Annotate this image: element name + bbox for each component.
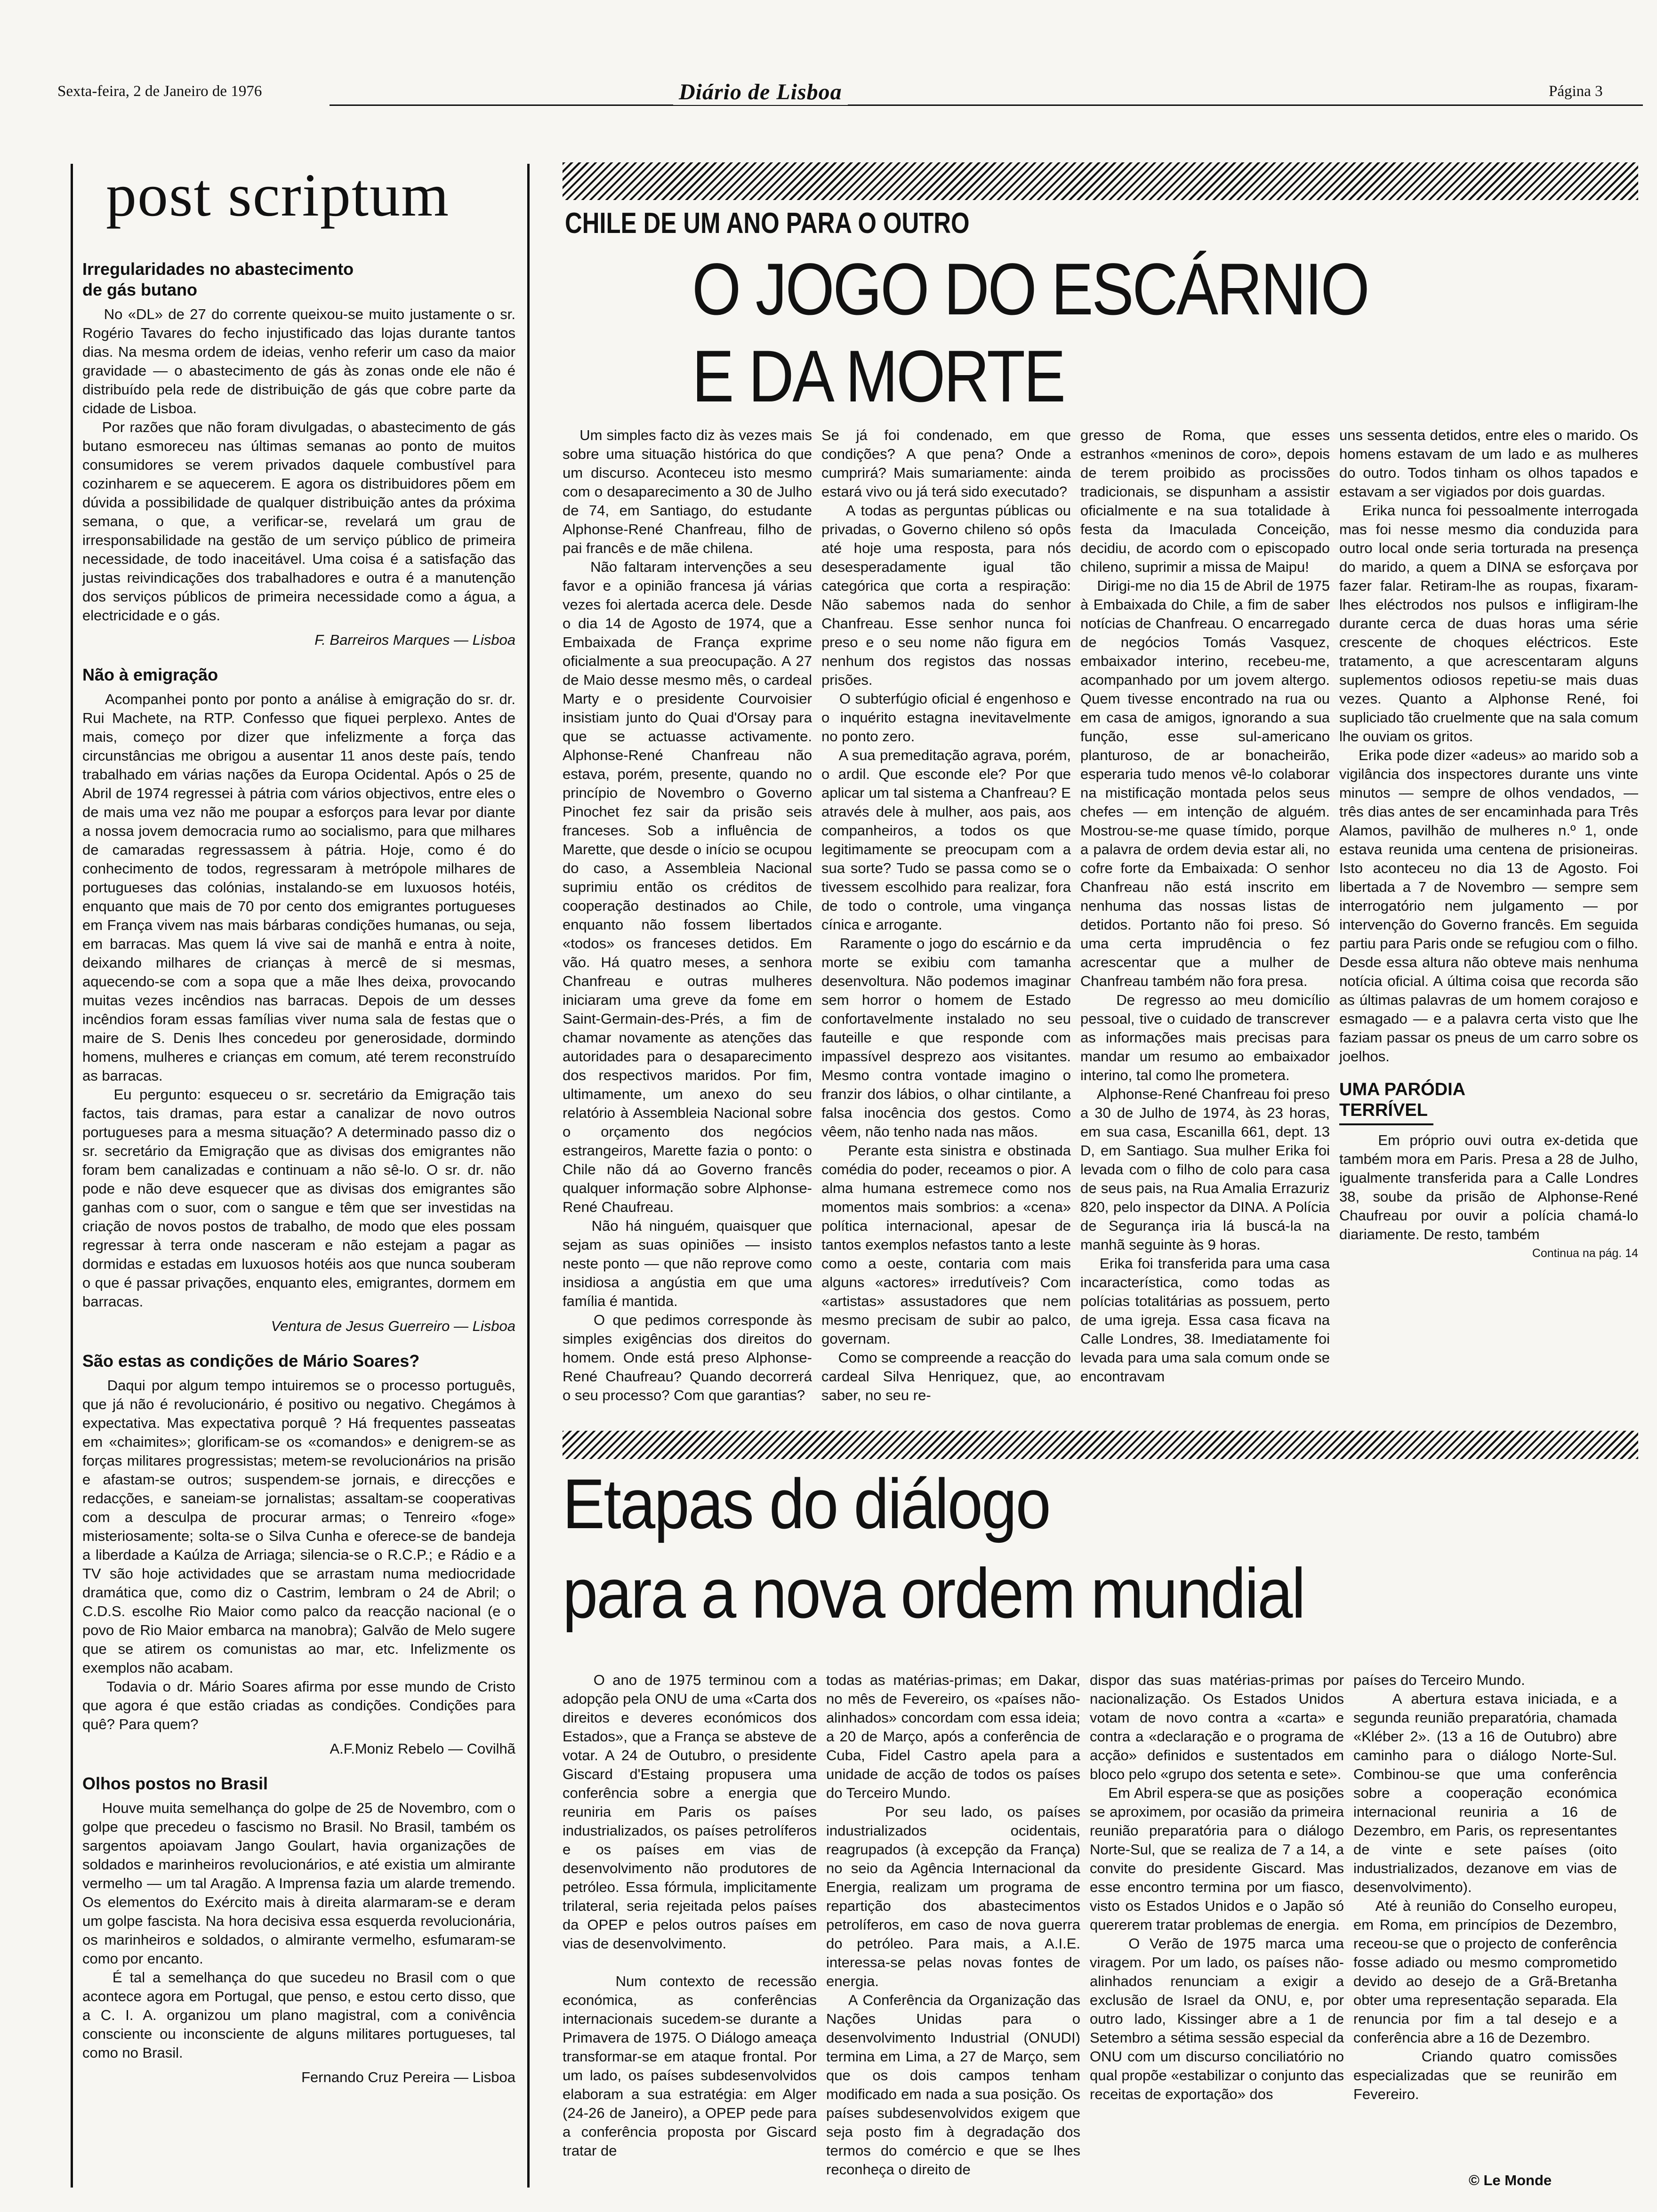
chile-col-3: gresso de Roma, que esses estranhos «meninos de coro», depois de terem proibido as procissões tradicionais, se dispunham a assistir oficialmente e na sua totalidade à festa da Imaculada Conceição, decidiu, de acordo com o episcopado chileno, suprimir a missa de Maipu! Dirigi-me no dia 15 de Abril de 1975 à Embaixada do Chile, a fim de saber notícias de Chanfreau. O encarregado de negócios Tomás Vasquez, embaixador interino, recebeu-me, acompanhado por um jovem altergo. Quem tivesse encontrado na rua ou em casa de amigos, ignorando a sua função, esse sul-americano planturoso, de ar bonacheirão, esperaria tudo menos vê-lo colaborar na mistificação montada pelos seus chefes — em intenção de alguém. Mostrou-se-me quase tímido, porque a palavra de ordem devia estar ali, no cofre forte da Embaixada: O senhor Chanfreau não está inscrito em nenhuma das nossas listas de detidos. Portanto não foi preso. Só uma certa imprudência o fez acrescentar que a mulher de Chanfreau também não fora presa. De regresso ao meu domicílio pessoal, tive o cuidado de transcrever as informações mais precisas para mandar um resumo ao embaixador interino, tal como lhe prometera. Alphonse-René Chanfreau foi preso a 30 de Julho de 1974, às 23 horas, em sua casa, Escanilla 661, dept. 13 D, em Santiago. Sua mulher Erika foi levada com o filho de colo para casa de seus pais, na Rua Amalia Errazuriz 820, pelo inspector da DINA. A Polícia de Segurança iria lá buscá-la na manhã seguinte às 9 horas. Erika foi transferida para uma casa incaracterística, como todas as polícias totalitárias as possuem, perto de uma igreja. Essa casa ficava na Calle Londres, 38. Imediatamente foi levada para uma sala comum onde se encontravam xyxy=(1080,427,1330,1385)
continued-on-page[interactable]: Continua na pág. 14 xyxy=(1532,1247,1638,1260)
chile-kicker: CHILE DE UM ANO PARA O OUTRO xyxy=(565,207,970,240)
ps-right-rule xyxy=(527,164,530,2188)
letter-3-heading: São estas as condições de Mário Soares? xyxy=(82,1351,420,1370)
chile-subheading-rule xyxy=(1339,1123,1433,1125)
header-rule xyxy=(330,104,1643,106)
etapas-credit: © Le Monde xyxy=(1469,2172,1552,2188)
etapas-col-2: todas as matérias-primas; em Dakar, no mês de Fevereiro, os «países não-alinhados» concordam com essa ideia; a 20 de Março, após a conferência de Cuba, Fidel Castro apela para a unidade de acção de todos os países do Terceiro Mundo. Por seu lado, os países industrializados ocidentais, reagrupados (à excepção da França) no seio da Agência Internacional da Energia, realizam um programa de repartição dos abastecimentos petrolíferos, em caso de nova guerra do petróleo. Para mais, a A.I.E. interessa-se pelas novas fontes de energia. A Conferência da Organização das Nações Unidas para o desenvolvimento Industrial (ONUDI) termina em Lima, a 27 de Março, sem que os dois campos tenham modificado em nada a sua posição. Os países subdesenvolvidos exigem que seja posto fim à degradação dos termos do comércio e que se lhes reconheça o direito de xyxy=(826,1672,1080,2178)
letter-2-body: Acompanhei ponto por ponto a análise à emigração do sr. dr. Rui Machete, na RTP. Confesso que fiquei perplexo. Antes de mais, começo por dizer que infelizmente a força das circunstâncias me obrigou a ausentar 11 anos deste país, tendo trabalhado em várias nações da Europa Ocidental. Após o 25 de Abril de 1974 regressei à pátria com vários objectivos, entre eles o de mais uma vez não me poupar a esforços para levar por diante a nossa jovem democracia rumo ao socialismo, para que milhares de camaradas regressassem à pátria. Hoje, como é do conhecimento de todos, regressaram à metrópole milhares de portugueses das colónias, instalando-se em luxuosos hotéis, enquanto que mais de 70 por cento dos emigrantes portugueses em França vivem nas mais bárbaras condições humanas, ou seja, em barracas. Mas quem lá vive sai de manhã e entra à noite, deixando milhares de crianças à mercê de si mesmas, aquecendo-se com a sopa que a mãe lhes deixa, provocando muitas vezes incêndios nas barracas. Depois de um desses incêndios foram essas famílias viver numa sala de festas que o maire de S. Denis lhes concedeu por generosidade, dormindo homens, mulheres e crianças em comum, até terem reconstruído as barracas. Eu pergunto: esqueceu o sr. secretário da Emigração tais factos, tais dramas, para estar a canalizar de novo outros portugueses para a mesma situação? A determinado passo diz o sr. secretário da Emigração que as divisas dos emigrantes não foram bem canalizadas e continuam a não sê-lo. O sr. dr. não pode e não deve esquecer que as divisas dos emigrantes são ganhas com o suor, com o sangue e têm que ser investidas na criação de novos postos de trabalho, de modo que eles possam regressar à terra onde nasceram e não estejam a pagar as dormidas e estadas em luxuosos hotéis aos que nunca souberam o que é passar privações, enquanto eles, emigrantes, dormem em barracas. xyxy=(82,691,516,1310)
chile-col-4-continued: Em próprio ouvi outra ex-detida que também mora em Paris. Presa a 28 de Julho, igualmente transferida para a Calle Londres 38, soube da prisão de Alphonse-René Chaufreau por ouvir a polícia chamá-lo diariamente. De resto, também xyxy=(1339,1132,1642,1242)
issue-date: Sexta-feira, 2 de Janeiro de 1976 xyxy=(57,83,262,100)
masthead: Diário de Lisboa xyxy=(673,79,848,105)
letter-3-body: Daqui por algum tempo intuiremos se o processo português, que já não é revolucionário, é positivo ou negativo. Chegámos à expectativa. Mas expectativa porquê ? Há frequentes passeatas em «chaimites»; glorificam-se os «comandos» e denigrem-se as forças militares progressistas; metem-se revolucionários na prisão e afastam-se outros; suspendem-se jornais, e direcções e redacções, e saneiam-se jornalistas; assaltam-se cooperativas com a desculpa de procurar armas; o Tenreiro «foge» misteriosamente; solta-se o Silva Cunha e oferece-se de bandeja a liberdade a Kaúlza de Arriaga; silencia-se o R.C.P.; e Rádio e a TV são hoje actividades que se arrastam numa mediocridade dramática que, como diz o Castrim, lembram o 24 de Abril; o C.D.S. escolhe Rio Maior como palco da reacção nacional (e o povo de Rio Maior embarca na manobra); Galvão de Melo sugere que se atirem os comunistas ao mar, etc. Infelizmente os exemplos não acabam. Todavia o dr. Mário Soares afirma por esse mundo de Cristo que agora é que estão criadas as condições. Condições para quê? Para quem? xyxy=(82,1377,516,1732)
chile-col-4-text: uns sessenta detidos, entre eles o marido. Os homens estavam de um lado e as mulheres do outro. Todos tinham os olhos tapados e estavam a ser vigiados por dois guardas. Erika nunca foi pessoalmente interrogada mas foi nesse mesmo dia conduzida para outro local onde seria torturada na presença do marido, a quem a DINA se esforçava por fazer falar. Retiram-lhe as roupas, fixaram-lhes eléctrodos nos pulsos e infligiram-lhe durante cerca de duas horas uma série crescente de choques eléctricos. Este tratamento, a que acrescentaram alguns suplementos odiosos repetiu-se mais duas vezes. Quanto a Alphonse René, foi supliciado tão cruelmente que na sala comum lhe ouviam os gritos. Erika pode dizer «adeus» ao marido sob a vigilância dos inspectores durante uns vinte minutos — sempre de olhos vendados, — três dias antes de ser encaminhada para Três Alamos, pavilhão de mulheres n.º 1, onde estava reunida uma centena de prisioneiras. Isto aconteceu no dia 13 de Agosto. Foi libertada a 7 de Novembro — sempre sem interrogatório nem julgamento — por intervenção do Governo francês. Em seguida partiu para Paris onde se refugiou com o filho. Desde essa altura não obteve mais nenhuma notícia oficial. A última coisa que recorda são as últimas palavras de um homem corajoso e esmagado — e a palavra certa visto que lhe faziam passar os pneus de um carro sobre os joelhos. xyxy=(1339,427,1639,1065)
post-scriptum-title: post scriptum xyxy=(106,161,450,229)
etapas-hatch-band xyxy=(563,1431,1638,1459)
letter-2-heading: Não à emigração xyxy=(82,665,218,684)
etapas-col-4: países do Terceiro Mundo. A abertura estava iniciada, e a segunda reunião preparatória, chamada «Kléber 2». (13 a 16 de Outubro) abre caminho para o diálogo Norte-Sul. Combinou-se que uma conferência sobre a cooperação económica internacional reuniria a 16 de Dezembro, em Paris, os representantes de vinte e sete países (oito industrializados, dezanove em vias de desenvolvimento). Até à reunião do Conselho europeu, em Roma, em princípios de Dezembro, receou-se que o projecto de conferência fosse adiado ou mesmo comprometido devido ao desejo de a Grã-Bretanha obter uma representação separada. Ela renuncia por fim a tal desejo e a conferência abre a 16 de Dezembro. Criando quatro comissões especializadas que se reunirão em Fevereiro. xyxy=(1353,1672,1617,2102)
chile-title-line-1: O JOGO DO ESCÁRNIO xyxy=(692,248,1368,330)
etapas-col-1: O ano de 1975 terminou com a adopção pela ONU de uma «Carta dos direitos e deveres económicos dos Estados», que a França se absteve de votar. A 24 de Outubro, o presidente Giscard d'Estaing propusera uma conferência sobre a energia que reuniria em Paris os países industrializados, os países petrolíferos e os países em vias de desenvolvimento não produtores de petróleo. Essa fórmula, implicitamente trilateral, seria rejeitada pelos países da OPEP e pelos outros países em vias de desenvolvimento. Num contexto de recessão económica, as conferências internacionais sucedem-se durante a Primavera de 1975. O Diálogo ameaça transformar-se em ataque frontal. Por um lado, os países subdesenvolvidos elaboram a sua estratégia: em Alger (24-26 de Janeiro), a OPEP pede para a conferência proposta por Giscard tratar de xyxy=(563,1672,817,2159)
chile-col-2: Se já foi condenado, em que condições? A que pena? Onde a cumprirá? Mais sumariamente: ainda estará vivo ou já terá sido executado? A todas as perguntas públicas ou privadas, o Governo chileno só opôs até hoje uma resposta, para nós desesperadamente igual tão categórica que corta a respiração: Não sabemos nada do senhor Chanfreau. Esse senhor nunca foi preso e o seu nome não figura em nenhum dos registos das nossas prisões. O subterfúgio oficial é engenhoso e o inquérito estagna inevitavelmente no ponto zero. A sua premeditação agrava, porém, o ardil. Que esconde ele? Por que aplicar um tal sistema a Chanfreau? E através dele à mulher, aos pais, aos companheiros, a todos os que legitimamente se preocupam com a sua sorte? Tudo se passa como se o tivessem escolhido para realizar, fora de todo o controle, uma vingança cínica e arrogante. Raramente o jogo do escárnio e da morte se exibiu com tamanha desenvoltura. Não podemos imaginar sem horror o homem de Estado confortavelmente instalado no seu fauteille e que responde com impassível desprezo aos visitantes. Mesmo contra vontade imagino o franzir dos lábios, o olhar cintilante, a falsa inocência dos gestos. Como vêem, não tenho nada nas mãos. Perante esta sinistra e obstinada comédia do poder, receamos o pior. A alma humana estremece como nos momentos mais sombrios: a «cena» política internacional, apesar de tantos exemplos nefastos tanto a leste como a oeste, contaria com mais alguns «actores» irredutíveis? Com «artistas» assustadores que nem mesmo precisam de subir ao palco, governam. Como se compreende a reacção do cardeal Silva Henriquez, que, ao saber, no seu re- xyxy=(821,427,1071,1403)
letter-1-signature: F. Barreiros Marques — Lisboa xyxy=(314,632,515,648)
etapas-title-line-1: Etapas do diálogo xyxy=(563,1464,1050,1543)
chile-col-4 xyxy=(1339,426,1642,1260)
letter-1-heading: Irregularidades no abastecimento de gás butano xyxy=(82,259,354,299)
letter-3-signature: A.F.Moniz Rebelo — Covilhã xyxy=(330,1740,515,1757)
chile-title-line-2: E DA MORTE xyxy=(692,336,1064,417)
page-number: Página 3 xyxy=(1549,83,1603,100)
chile-hatch-band xyxy=(563,162,1638,200)
etapas-title-line-2: para a nova ordem mundial xyxy=(563,1554,1304,1633)
letter-1-body: No «DL» de 27 do corrente queixou-se muito justamente o sr. Rogério Tavares do fecho injustificado das lojas durante tantos dias. Na mesma ordem de ideias, venho referir um caso da maior gravidade — o abastecimento de gás às zonas onde ele não é distribuído pela rede de distribuição de gás que cobre parte da cidade de Lisboa. Por razões que não foram divulgadas, o abastecimento de gás butano esmoreceu nas últimas semanas ao ponto de muitos consumidores se verem privados daquele combustível para cozinharem e se aquecerem. E agora os distribuidores põem em dúvida a possibilidade de qualquer distribuição antes da próxima semana, o que, a verificar-se, revelará um grau de irresponsabilidade na gestão de um serviço público de primeira necessidade, de todo inaceitável. Uma coisa é a satisfação das justas reivindicações dos trabalhadores e outra é a manutenção dos serviços públicos de primeira necessidade como a água, a electricidade e o gás. xyxy=(82,306,516,624)
letter-2-signature: Ventura de Jesus Guerreiro — Lisboa xyxy=(271,1318,515,1334)
etapas-col-3: dispor das suas matérias-primas por nacionalização. Os Estados Unidos votam de novo contra a «carta» e contra a «declaração e o programa de acção» definidos e sustentados em bloco pelo «grupo dos setenta e sete». Em Abril espera-se que as posições se aproximem, por ocasião da primeira reunião preparatória para o diálogo Norte-Sul, que se realiza de 7 a 14, a convite do presidente Giscard. Mas esse encontro termina por um fiasco, visto os Estados Unidos e o Japão só quererem tratar problemas de energia. O Verão de 1975 marca uma viragem. Por um lado, os países não-alinhados renunciam a exigir a exclusão de Israel da ONU, e, por outro lado, Kissinger abre a 1 de Setembro a sétima sessão especial da ONU com um discurso conciliatório no qual propõe «estabilizar o conjunto das receitas de exportação» dos xyxy=(1090,1672,1344,2102)
letter-4-heading: Olhos postos no Brasil xyxy=(82,1774,268,1793)
letter-4-body: Houve muita semelhança do golpe de 25 de Novembro, com o golpe que precedeu o fascismo no Brasil. No Brasil, também os sargentos apoiavam Jango Goulart, havia organizações de soldados e marinheiros revolucionários, e até existia um almirante vermelho — um tal Aragão. A Imprensa fazia um alarde tremendo. Os elementos do Exército mais à direita alarmaram-se e deram um golpe fascista. Na hora decisiva essa esquerda revolucionária, os marinheiros e soldados, o almirante vermelho, esfumaram-se como por encanto. É tal a semelhança do que sucedeu no Brasil com o que acontece agora em Portugal, que penso, e estou certo disso, que a C. I. A. organizou um plano magistral, com a conivência consciente ou inconsciente de alguns militares portugueses, tal como no Brasil. xyxy=(82,1800,516,2061)
chile-col-1: Um simples facto diz às vezes mais sobre uma situação histórica do que um discurso. Aconteceu isto mesmo com o desaparecimento a 30 de Julho de 74, em Santiago, do estudante Alphonse-René Chanfreau, filho de pai francês e de mãe chilena. Não faltaram intervenções a seu favor e a opinião francesa já várias vezes foi alertada acerca dele. Desde o dia 14 de Agosto de 1974, que a Embaixada de França exprime oficialmente a sua preocupação. A 27 de Maio desse mesmo mês, o cardeal Marty e o presidente Courvoisier insistiam junto do Quai d'Orsay para que se actuasse activamente. Alphonse-René Chanfreau não estava, porém, presente, quando no princípio de Novembro o Governo Pinochet fez sair da prisão seis franceses. Sob a influência de Marette, que desde o início se ocupou do caso, a Assembleia Nacional suprimiu então os créditos de cooperação destinados ao Chile, enquanto não fossem libertados «todos» os franceses detidos. Em vão. Há quatro meses, a senhora Chanfreau e outras mulheres iniciaram uma greve da fome em Saint-Germain-des-Prés, a fim de chamar novamente as atenções das autoridades para o desaparecimento dos respectivos maridos. Por fim, ultimamente, um anexo do seu relatório à Assembleia Nacional sobre o orçamento dos negócios estrangeiros, Marette fazia o ponto: o Chile não dá ao Governo francês qualquer informação sobre Alphonse-René Chaufreau. Não há ninguém, quaisquer que sejam as suas opiniões — insisto neste ponto — que não reprove como insidiosa a angústia em que uma família é mantida. O que pedimos corresponde às simples exigências dos direitos do homem. Onde está preso Alphonse-René Chaufreau? Quando decorrerá o seu processo? Com que garantias? xyxy=(563,427,812,1403)
letter-4-signature: Fernando Cruz Pereira — Lisboa xyxy=(301,2069,515,2085)
chile-subheading: UMA PARÓDIA TERRÍVEL xyxy=(1339,1080,1466,1120)
ps-left-rule xyxy=(71,164,73,2188)
post-scriptum-column xyxy=(82,259,515,2086)
